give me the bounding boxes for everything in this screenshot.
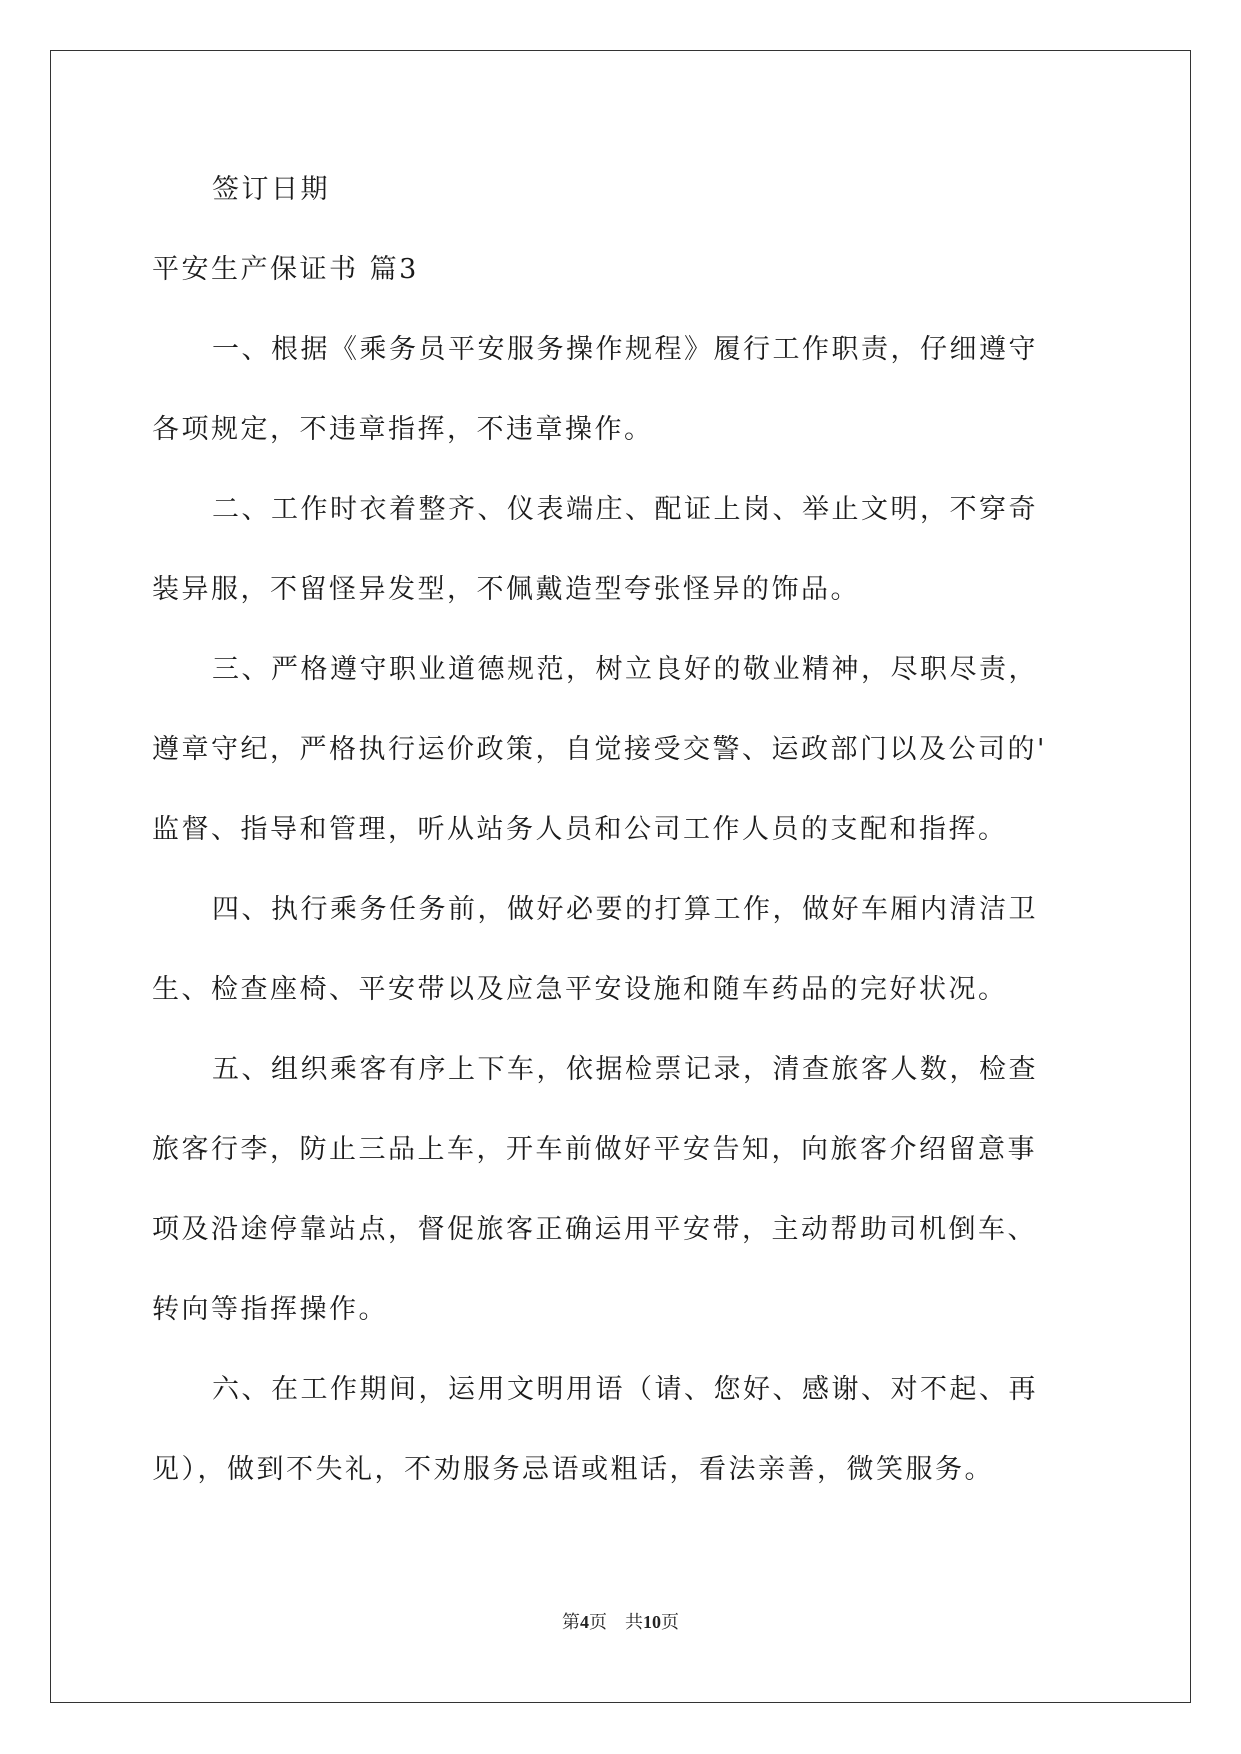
paragraph-2-line-2: 装异服，不留怪异发型，不佩戴造型夸张怪异的饰品。 bbox=[152, 574, 860, 605]
footer-page-suffix: 页 bbox=[589, 1612, 607, 1632]
paragraph-6-line-1: 六、在工作期间，运用文明用语（请、您好、感谢、对不起、再 bbox=[212, 1374, 1038, 1405]
paragraph-4-line-2: 生、检查座椅、平安带以及应急平安设施和随车药品的完好状况。 bbox=[152, 974, 1008, 1005]
paragraph-5-line-4: 转向等指挥操作。 bbox=[152, 1294, 388, 1325]
paragraph-5-line-2: 旅客行李，防止三品上车，开车前做好平安告知，向旅客介绍留意事 bbox=[152, 1134, 1037, 1165]
document-body bbox=[152, 160, 1087, 1520]
paragraph-1-line-1: 一、根据《乘务员平安服务操作规程》履行工作职责，仔细遵守 bbox=[212, 334, 1038, 365]
footer-total-prefix: 共 bbox=[625, 1612, 643, 1632]
footer-page-number: 4 bbox=[580, 1612, 589, 1632]
footer-total-pages: 10 bbox=[643, 1612, 661, 1632]
paragraph-3-line-3: 监督、指导和管理，听从站务人员和公司工作人员的支配和指挥。 bbox=[152, 814, 1008, 845]
paragraph-3-line-1: 三、严格遵守职业道德规范，树立良好的敬业精神，尽职尽责， bbox=[212, 654, 1038, 685]
footer-total-suffix: 页 bbox=[661, 1612, 679, 1632]
paragraph-1-line-2: 各项规定，不违章指挥，不违章操作。 bbox=[152, 414, 654, 445]
signing-date-line: 签订日期 bbox=[212, 174, 330, 205]
paragraph-2-line-1: 二、工作时衣着整齐、仪表端庄、配证上岗、举止文明，不穿奇 bbox=[212, 494, 1038, 525]
paragraph-4-line-1: 四、执行乘务任务前，做好必要的打算工作，做好车厢内清洁卫 bbox=[212, 894, 1038, 925]
page-footer bbox=[0, 1608, 1241, 1634]
footer-page-prefix: 第 bbox=[562, 1612, 580, 1632]
paragraph-5-line-1: 五、组织乘客有序上下车，依据检票记录，清查旅客人数，检查 bbox=[212, 1054, 1038, 1085]
section-title: 平安生产保证书 篇3 bbox=[152, 254, 419, 285]
paragraph-6-line-2: 见），做到不失礼，不劝服务忌语或粗话，看法亲善，微笑服务。 bbox=[152, 1454, 994, 1485]
paragraph-5-line-3: 项及沿途停靠站点，督促旅客正确运用平安带，主动帮助司机倒车、 bbox=[152, 1214, 1037, 1245]
paragraph-3-line-2: 遵章守纪，严格执行运价政策，自觉接受交警、运政部门以及公司的' bbox=[152, 734, 1047, 765]
